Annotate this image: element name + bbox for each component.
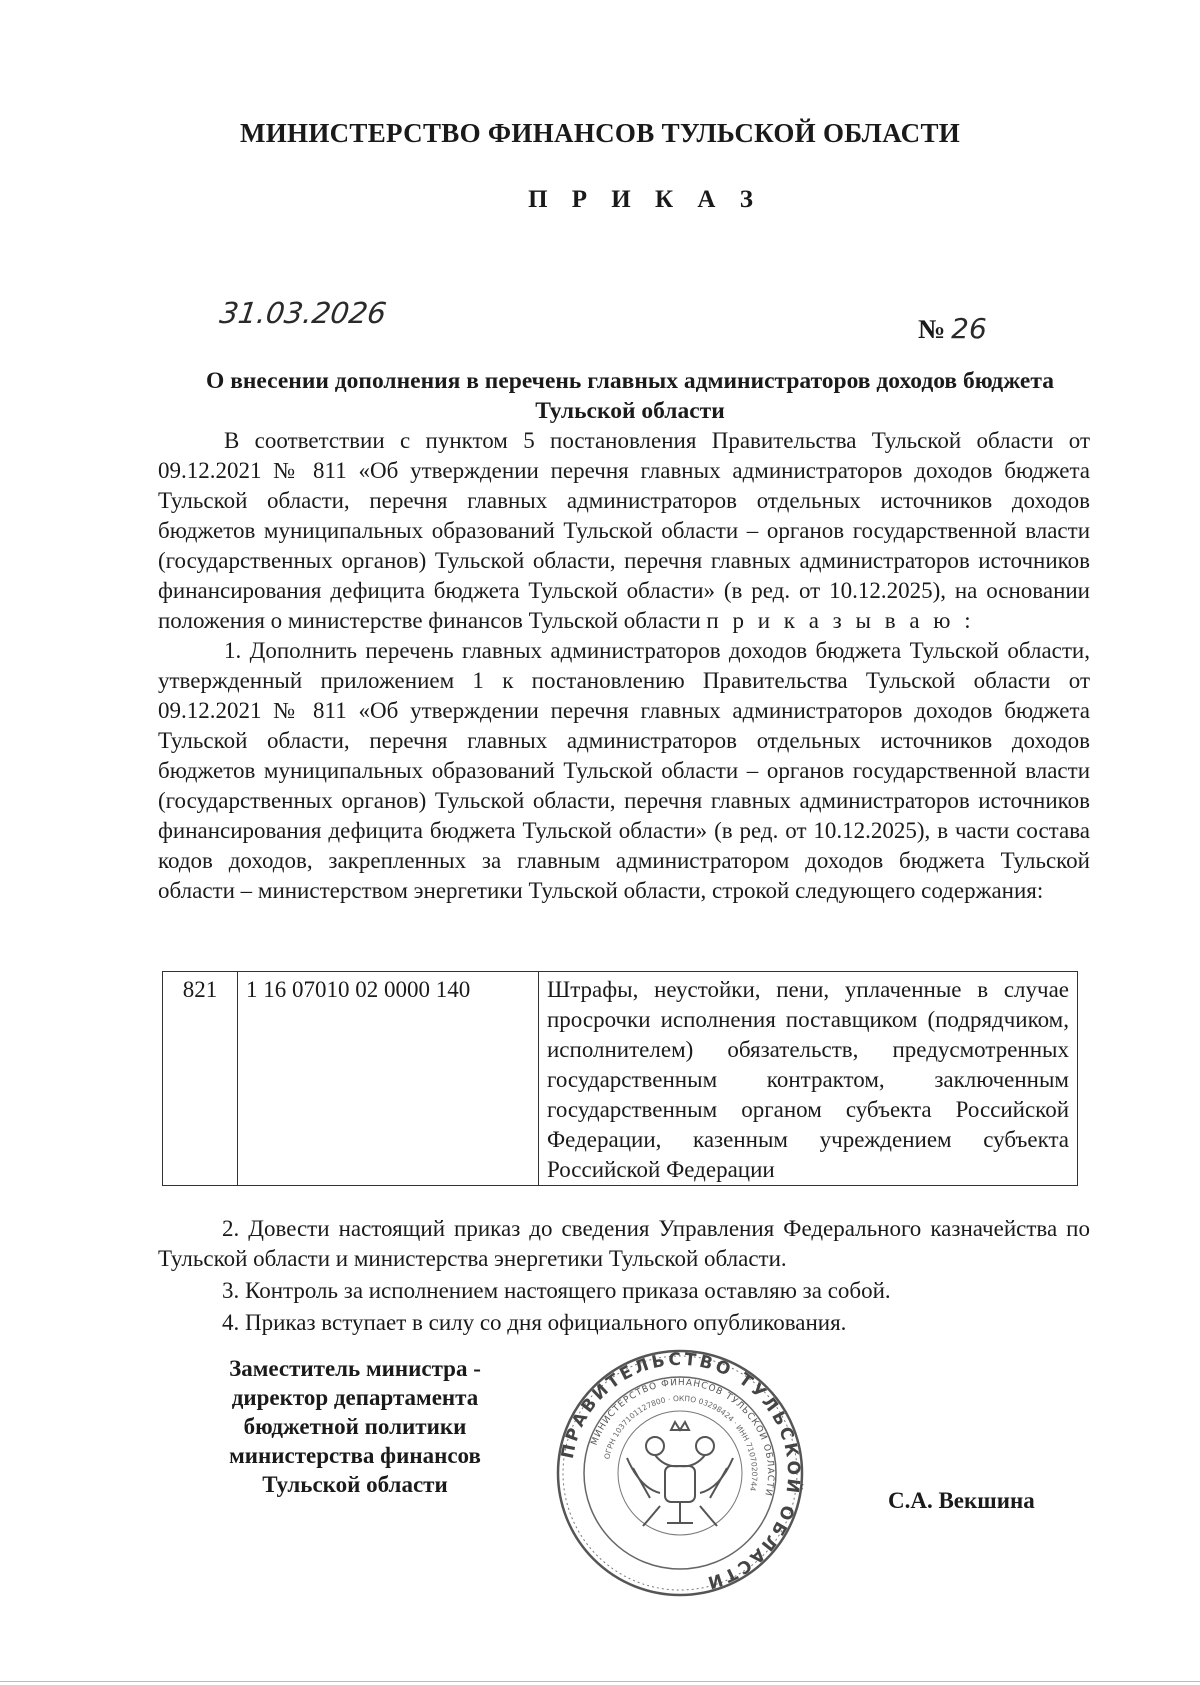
item-4-paragraph: 4. Приказ вступает в силу со дня официального опубликования.	[222, 1310, 847, 1335]
number-label: №	[918, 314, 946, 344]
signatory-title	[190, 1354, 520, 1499]
page-edge-line	[0, 1681, 1200, 1682]
preamble-text: В соответствии с пунктом 5 постановления Правительства Тульской области от 09.12.2021 № 811 «Об утверждении перечня главных администраторов доходов бюджета Тульской области, перечня главных администраторов отдельных источников доходов бюджетов муниципальных образований Тульской области – органов государственной власти (государственных органов) Тульской области, перечня главных администраторов источников финансирования дефицита бюджета Тульской области» (в ред. от 10.12.2025), на основании положения о министерстве финансов Тульской области	[158, 428, 1090, 633]
double-headed-eagle-icon	[627, 1422, 733, 1526]
signatory-title-line: Заместитель министра -	[229, 1356, 481, 1381]
seal-inner-text: МИНИСТЕРСТВО ФИНАНСОВ ТУЛЬСКОЙ ОБЛАСТИ	[589, 1377, 776, 1498]
admin-code-cell: 821	[163, 972, 238, 1186]
order-body	[158, 426, 1090, 906]
item-3-paragraph: 3. Контроль за исполнением настоящего приказа оставляю за собой.	[222, 1278, 891, 1303]
order-subject: О внесении дополнения в перечень главных администраторов доходов бюджета Тульской области	[206, 368, 1054, 424]
signatory-name: С.А. Векшина	[888, 1488, 1035, 1513]
item-1-paragraph: 1. Дополнить перечень главных администраторов доходов бюджета Тульской области, утвержденный приложением 1 к постановлению Правительства Тульской области от 09.12.2021 № 811 «Об утверждении перечня главных администраторов доходов бюджета Тульской области, перечня главных администраторов отдельных источников доходов бюджетов муниципальных образований Тульской области – органов государственной власти (государственных органов) Тульской области, перечня главных администраторов источников финансирования дефицита бюджета Тульской области» (в ред. от 10.12.2025), в части состава кодов доходов, закрепленных за главным администратором доходов бюджета Тульской области – министерством энергетики Тульской области, строкой следующего содержания:	[158, 638, 1090, 903]
seal-codes-text: ОГРН 1037101127800 · ОКПО 03298424 · ИНН 7107020744	[602, 1393, 760, 1493]
document-type: П Р И К А З	[528, 186, 762, 213]
ministry-name: МИНИСТЕРСТВО ФИНАНСОВ ТУЛЬСКОЙ ОБЛАСТИ	[239, 118, 961, 148]
document-date: 31.03.2026	[217, 296, 389, 330]
table-row	[163, 972, 1078, 1186]
preamble-paragraph	[158, 426, 1090, 636]
official-seal	[555, 1348, 805, 1598]
orders-word: п р и к а з ы в а ю :	[706, 608, 975, 633]
income-description-cell: Штрафы, неустойки, пени, уплаченные в случае просрочки исполнения поставщиком (подрядчиком, исполнителем) обязательств, предусмотренных государственным контрактом, заключенным государственным органом субъекта Российской Федерации, казенным учреждением субъекта Российской Федерации	[539, 972, 1078, 1186]
income-code-cell: 1 16 07010 02 0000 140	[238, 972, 539, 1186]
number-value: 26	[951, 312, 987, 345]
signatory-title-line: министерства финансов	[229, 1443, 481, 1468]
signatory-title-line: бюджетной политики	[243, 1414, 467, 1439]
income-codes-table	[162, 971, 1078, 1186]
signatory-title-line: Тульской области	[262, 1472, 448, 1497]
document-number	[918, 312, 987, 345]
signatory-title-line: директор департамента	[231, 1385, 479, 1410]
seal-outer-text: ПРАВИТЕЛЬСТВО ТУЛЬСКОЙ ОБЛАСТИ	[557, 1349, 804, 1593]
item-2-paragraph: 2. Довести настоящий приказ до сведения Управления Федерального казначейства по Тульской области и министерства энергетики Тульской области.	[158, 1216, 1090, 1271]
order-items	[158, 1214, 1090, 1340]
